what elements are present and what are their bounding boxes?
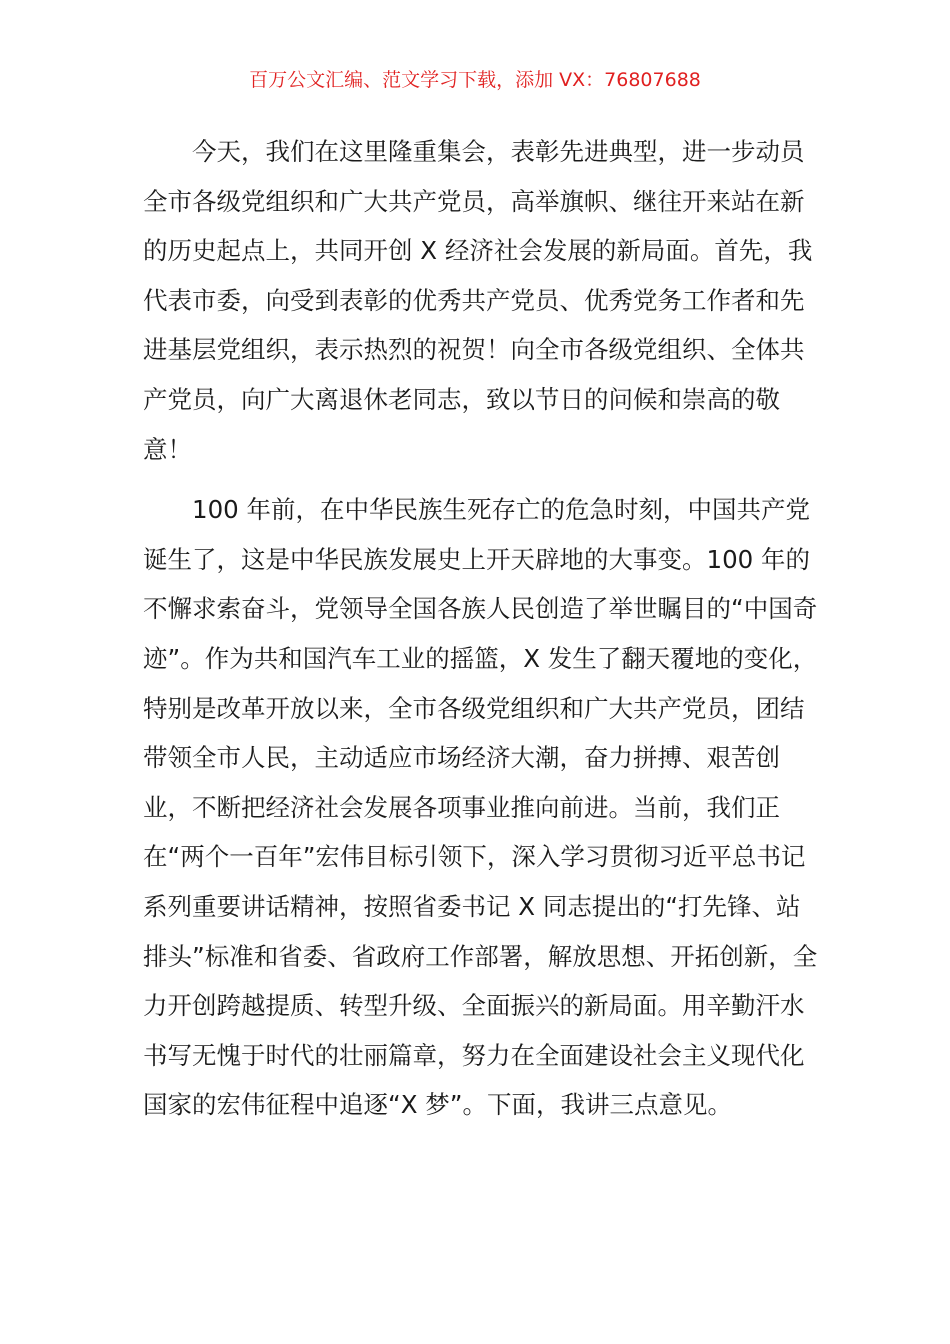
- paragraph-history: 100 年前，在中华民族生死存亡的危急时刻，中国共产党诞生了，这是中华民族发展史上开天辟地的大事变。100 年的不懈求索奋斗，党领导全国各族人民创造了举世瞩目的“中国奇迹”。作为共和国汽车工业的摇篮，X 发生了翻天覆地的变化，特别是改革开放以来，全市各级党组织和广大共产党员，团结带领全市人民，主动适应市场经济大潮，奋力拼搏、艰苦创业，不断把经济社会发展各项事业推向前进。当前，我们正在“两个一百年”宏伟目标引领下，深入学习贯彻习近平总书记系列重要讲话精神，按照省委书记 X 同志提出的“打先锋、站排头”标准和省委、省政府工作部署，解放思想、开拓创新，全力开创跨越提质、转型升级、全面振兴的新局面。用辛勤汗水书写无愧于时代的壮丽篇章，努力在全面建设社会主义现代化国家的宏伟征程中追逐“X 梦”。下面，我讲三点意见。: [143, 495, 818, 1120]
- paragraph-opening: 今天，我们在这里隆重集会，表彰先进典型，进一步动员全市各级党组织和广大共产党员，高举旗帜、继往开来站在新的历史起点上，共同开创 X 经济社会发展的新局面。首先，我代表市委，向受到表彰的优秀共产党员、优秀党务工作者和先进基层党组织，表示热烈的祝贺！向全市各级党组织、全体共产党员，向广大离退休老同志，致以节日的问候和崇高的敬意！: [143, 137, 813, 464]
- header-watermark-text: 百万公文汇编、范文学习下载，添加 VX：76807688: [249, 69, 701, 91]
- document-body: [143, 127, 823, 1130]
